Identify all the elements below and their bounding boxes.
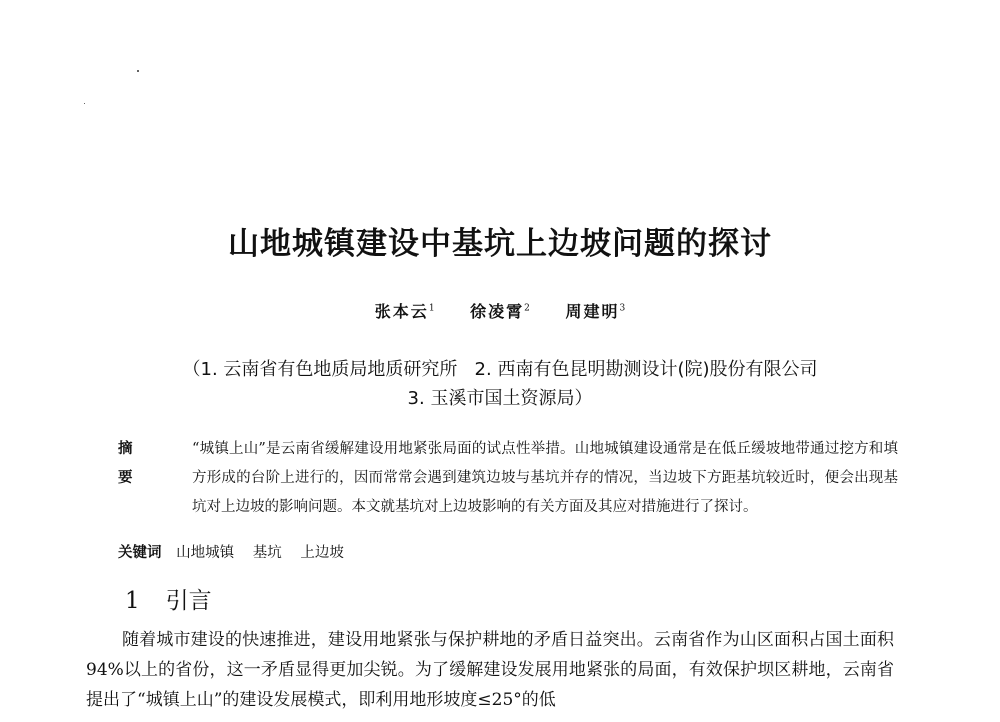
abstract-label: 摘 要 bbox=[118, 441, 141, 486]
abstract-text: “城镇上山”是云南省缓解建设用地紧张局面的试点性举措。山地城镇建设通常是在低丘缓坡地带通过挖方和填方形成的台阶上进行的，因而常常会遇到建筑边坡与基坑并存的情况，当边坡下方距基坑较近时，便会出现基坑对上边坡的影响问题。本文就基坑对上边坡影响的有关方面及其应对措施进行了探讨。 bbox=[192, 441, 898, 515]
keyword-item: 上边坡 bbox=[300, 545, 344, 561]
keyword-item: 山地城镇 bbox=[176, 545, 235, 561]
affiliation-mark: 1 bbox=[428, 303, 435, 314]
affiliation-line-1: （1. 云南省有色地质局地质研究所 2. 西南有色昆明勘测设计(院)股份有限公司 bbox=[182, 359, 818, 380]
scan-speck bbox=[137, 70, 139, 72]
author-name: 徐凌霄 bbox=[470, 302, 525, 321]
keywords-label: 关键词 bbox=[118, 545, 162, 561]
affiliation-mark: 3 bbox=[619, 303, 626, 314]
body-paragraph: 随着城市建设的快速推进，建设用地紧张与保护耕地的矛盾日益突出。云南省作为山区面积占国土面积94%以上的省份，这一矛盾显得更加尖锐。为了缓解建设发展用地紧张的局面，有效保护坝区耕地，云南省提出了“城镇上山”的建设发展模式，即利用地形坡度≤25°的低 bbox=[86, 630, 894, 710]
scan-speck bbox=[84, 103, 85, 104]
author-3 bbox=[565, 302, 625, 321]
author-1 bbox=[375, 302, 435, 321]
paper-title: 山地城镇建设中基坑上边坡问题的探讨 bbox=[228, 226, 772, 262]
affiliation-mark: 2 bbox=[524, 303, 530, 314]
section-title: 引言 bbox=[165, 588, 212, 614]
author-line bbox=[0, 299, 1000, 322]
keywords bbox=[118, 541, 358, 562]
keyword-item: 基坑 bbox=[252, 545, 282, 561]
section-heading bbox=[125, 582, 212, 615]
author-name: 周建明 bbox=[565, 302, 620, 321]
abstract bbox=[118, 435, 898, 522]
section-number: 1 bbox=[125, 588, 140, 614]
affiliation-line-2: 3. 玉溪市国土资源局） bbox=[407, 388, 593, 409]
author-2 bbox=[470, 302, 530, 321]
author-name: 张本云 bbox=[374, 302, 429, 321]
